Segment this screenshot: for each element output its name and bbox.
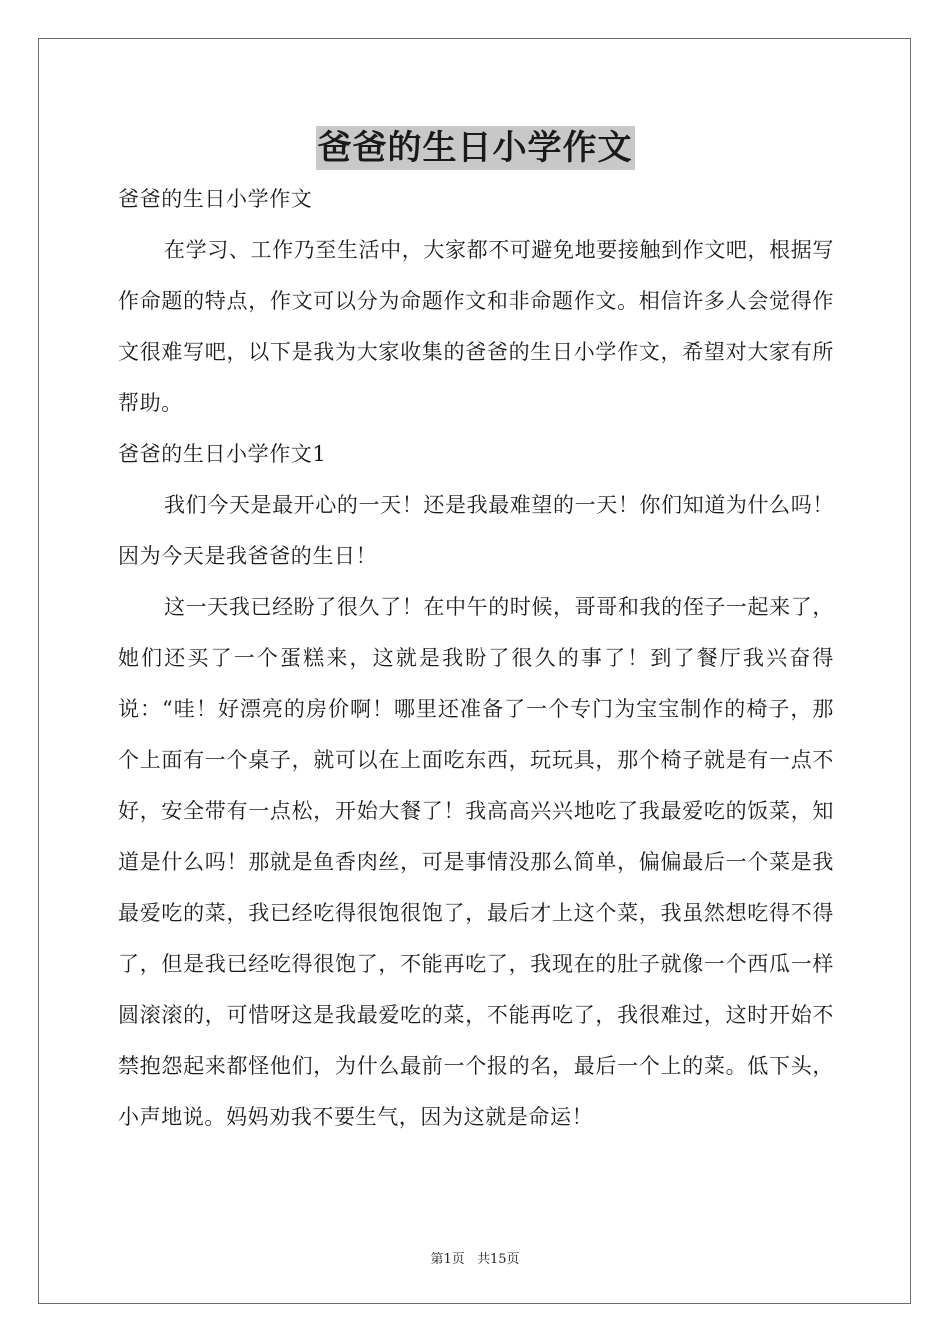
document-subtitle: 爸爸的生日小学作文 — [118, 187, 313, 211]
title-container — [0, 126, 950, 170]
document-body — [118, 174, 834, 1143]
page-total: 共15页 — [476, 1252, 520, 1267]
page-footer — [0, 1248, 950, 1267]
document-title: 爸爸的生日小学作文 — [317, 128, 633, 168]
section-heading: 爸爸的生日小学作文1 — [118, 442, 327, 466]
page-number: 第1页 — [430, 1252, 465, 1267]
intro-paragraph: 在学习、工作乃至生活中，大家都不可避免地要接触到作文吧，根据写作命题的特点，作文可以分为命题作文和非命题作文。相信许多人会觉得作文很难写吧，以下是我为大家收集的爸爸的生日小学作文，希望对大家有所帮助。 — [118, 238, 834, 415]
body-paragraph: 这一天我已经盼了很久了！在中午的时候，哥哥和我的侄子一起来了，她们还买了一个蛋糕来，这就是我盼了很久的事了！到了餐厅我兴奋得说：“哇！好漂亮的房价啊！哪里还准备了一个专门为宝宝制作的椅子，那个上面有一个桌子，就可以在上面吃东西，玩玩具，那个椅子就是有一点不好，安全带有一点松，开始大餐了！我高高兴兴地吃了我最爱吃的饭菜，知道是什么吗！那就是鱼香肉丝，可是事情没那么简单，偏偏最后一个菜是我最爱吃的菜，我已经吃得很饱很饱了，最后才上这个菜，我虽然想吃得不得了，但是我已经吃得很饱了，不能再吃了，我现在的肚子就像一个西瓜一样圆滚滚的，可惜呀这是我最爱吃的菜，不能再吃了，我很难过，这时开始不禁抱怨起来都怪他们，为什么最前一个报的名，最后一个上的菜。低下头，小声地说。妈妈劝我不要生气，因为这就是命运！ — [118, 595, 834, 1129]
body-paragraph: 我们今天是最开心的一天！还是我最难望的一天！你们知道为什么吗！因为今天是我爸爸的生日！ — [118, 493, 834, 568]
